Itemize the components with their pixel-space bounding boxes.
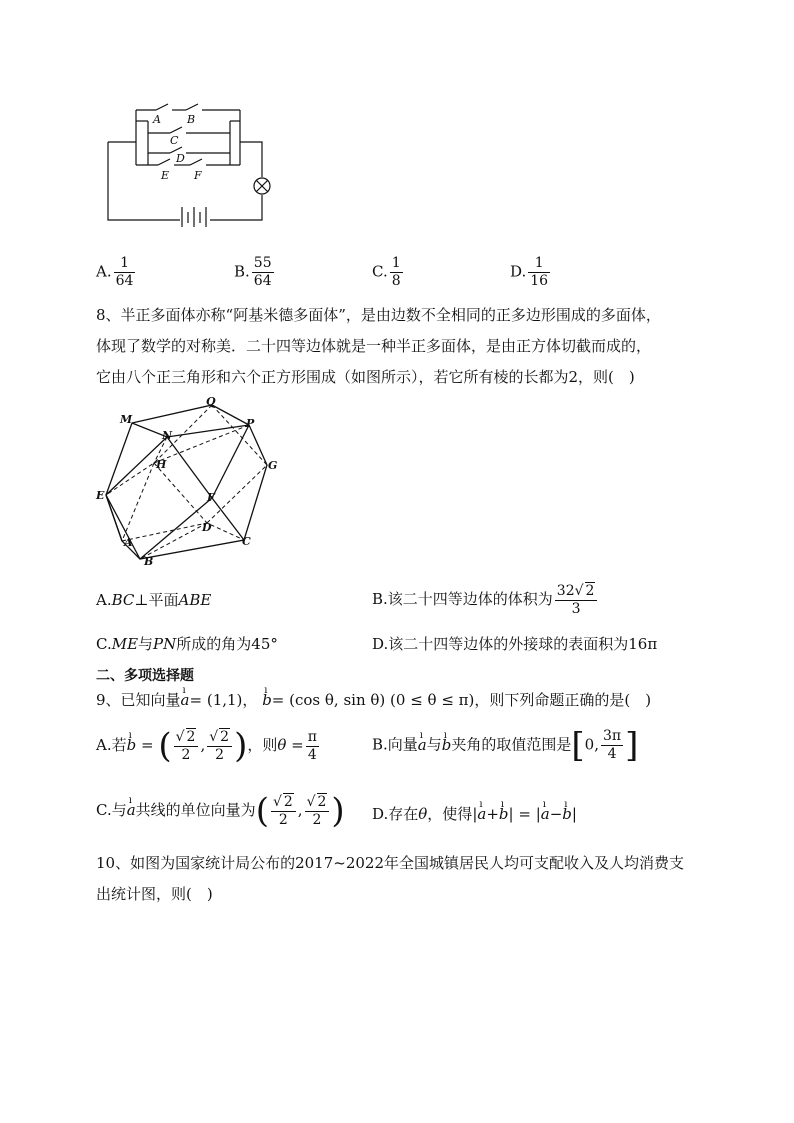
- q7-option-b: B. $\frac{55}{64}$: [234, 255, 272, 289]
- q7-option-a: A. $\frac{1}{64}$: [96, 255, 134, 289]
- polyhedron-figure: [92, 393, 292, 573]
- circuit-label-b: B: [187, 113, 196, 126]
- circuit-label-c: C: [170, 134, 179, 147]
- q8-option-d: D.该二十四等边体的外接球的表面积为16π: [372, 635, 658, 653]
- q8-option-c: C.ME与PN所成的角为45°: [96, 635, 278, 653]
- vertex-f: F: [207, 491, 215, 504]
- section-heading: 二、多项选择题: [96, 668, 194, 684]
- vertex-d: D: [202, 521, 212, 534]
- vertex-q: Q: [206, 395, 216, 408]
- q9-option-b: B.向量ı a与ı b夹角的取值范围是[0, $\frac{3\pi}{4}$ ]: [372, 728, 638, 763]
- q10-stem-line1: 10、如图为国家统计局公布的2017~2022年全国城镇居民人均可支配收入及人均消费支: [96, 854, 685, 872]
- vertex-b: B: [144, 555, 154, 568]
- circuit-diagram: [100, 95, 280, 235]
- q8-stem-line3: 它由八个正三角形和六个正方形围成（如图所示），若它所有棱的长都为2，则( ): [96, 368, 635, 386]
- vertex-n: N: [162, 429, 173, 442]
- q9-option-c: C.与ı a共线的单位向量为( $\frac{√ 2}{2}$ , $\frac{√ 2}{2}$ ): [96, 793, 345, 829]
- vertex-a: A: [124, 536, 133, 549]
- q8-option-b: B.该二十四等边体的体积为 $\frac{32√ 2}{3}$: [372, 582, 599, 618]
- q7-option-c: C. $\frac{1}{8}$: [372, 255, 401, 289]
- q7-option-d: D. $\frac{1}{16}$: [510, 255, 549, 289]
- vertex-g: G: [268, 459, 278, 472]
- vertex-c: C: [242, 535, 251, 548]
- vertex-e: E: [96, 489, 105, 502]
- q9-option-d: D.存在θ，使得|ı a+ı b| = |ı a−ı b|: [372, 804, 577, 824]
- q9-option-a: A.若ı b = ( $\frac{√ 2}{2}$ , $\frac{√ 2}{2}$ )，则θ = $\frac{\pi}{4}$: [96, 728, 321, 764]
- q8-stem-line2: 体现了数学的对称美．二十四等边体就是一种半正多面体，是由正方体切截而成的，: [96, 337, 652, 355]
- circuit-label-e: E: [161, 169, 170, 182]
- q8-stem-line1: 8、半正多面体亦称“阿基米德多面体”，是由边数不全相同的正多边形围成的多面体，: [96, 306, 661, 324]
- circuit-label-d: D: [176, 152, 185, 165]
- circuit-label-f: F: [194, 169, 202, 182]
- vertex-p: P: [246, 417, 255, 430]
- q8-option-a: A.BC⊥平面ABE: [96, 591, 212, 609]
- circuit-label-a: A: [153, 113, 161, 126]
- q9-stem: 9、已知向量ı a= (1,1)， ı b= (cos θ, sin θ) (0 ≤ θ ≤ π)，则下列命题正确的是( ): [96, 690, 651, 710]
- vertex-m: M: [120, 413, 133, 426]
- q10-stem-line2: 出统计图，则( ): [96, 885, 213, 903]
- vertex-h: H: [156, 458, 167, 471]
